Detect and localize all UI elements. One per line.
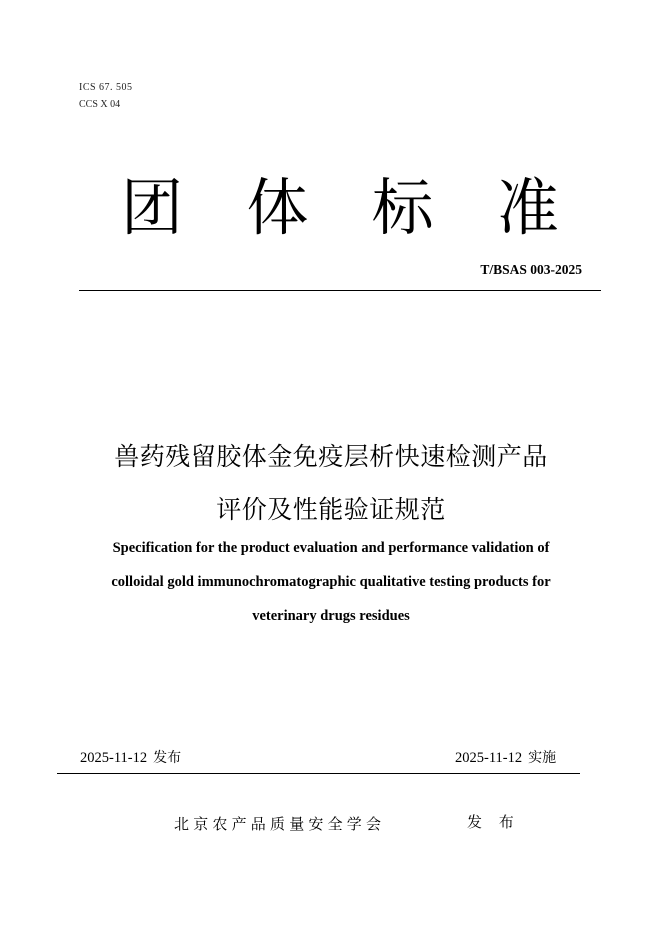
ics-code: ICS 67. 505 xyxy=(79,82,133,93)
chinese-title-line-2: 评价及性能验证规范 xyxy=(216,495,446,524)
chinese-title-line-1: 兽药残留胶体金免疫层析快速检测产品 xyxy=(114,442,548,471)
issue-date-label: 发布 xyxy=(153,750,182,766)
title-char: 准 xyxy=(496,171,559,244)
english-title-line-2: colloidal gold immunochromatographic qualitative testing products for xyxy=(111,574,551,590)
implement-date-label: 实施 xyxy=(528,750,557,766)
title-char: 团 xyxy=(121,171,184,244)
implement-date xyxy=(455,747,556,767)
bottom-divider xyxy=(57,773,580,774)
issue-date-value: 2025-11-12 xyxy=(80,750,148,766)
top-divider xyxy=(79,290,601,291)
publisher-name: 北京农产品质量安全学会 xyxy=(174,815,386,833)
publish-label: 发 布 xyxy=(467,813,520,831)
standard-number: T/BSAS 003-2025 xyxy=(480,262,582,277)
ccs-code: CCS X 04 xyxy=(79,99,121,110)
english-title-line-3: veterinary drugs residues xyxy=(252,608,410,624)
implement-date-value: 2025-11-12 xyxy=(455,750,523,766)
title-char: 标 xyxy=(371,171,434,244)
title-char: 体 xyxy=(246,171,309,244)
standard-type-title xyxy=(79,168,601,248)
issue-date xyxy=(80,747,181,767)
english-title-line-1: Specification for the product evaluation and performance validation of xyxy=(112,540,550,556)
